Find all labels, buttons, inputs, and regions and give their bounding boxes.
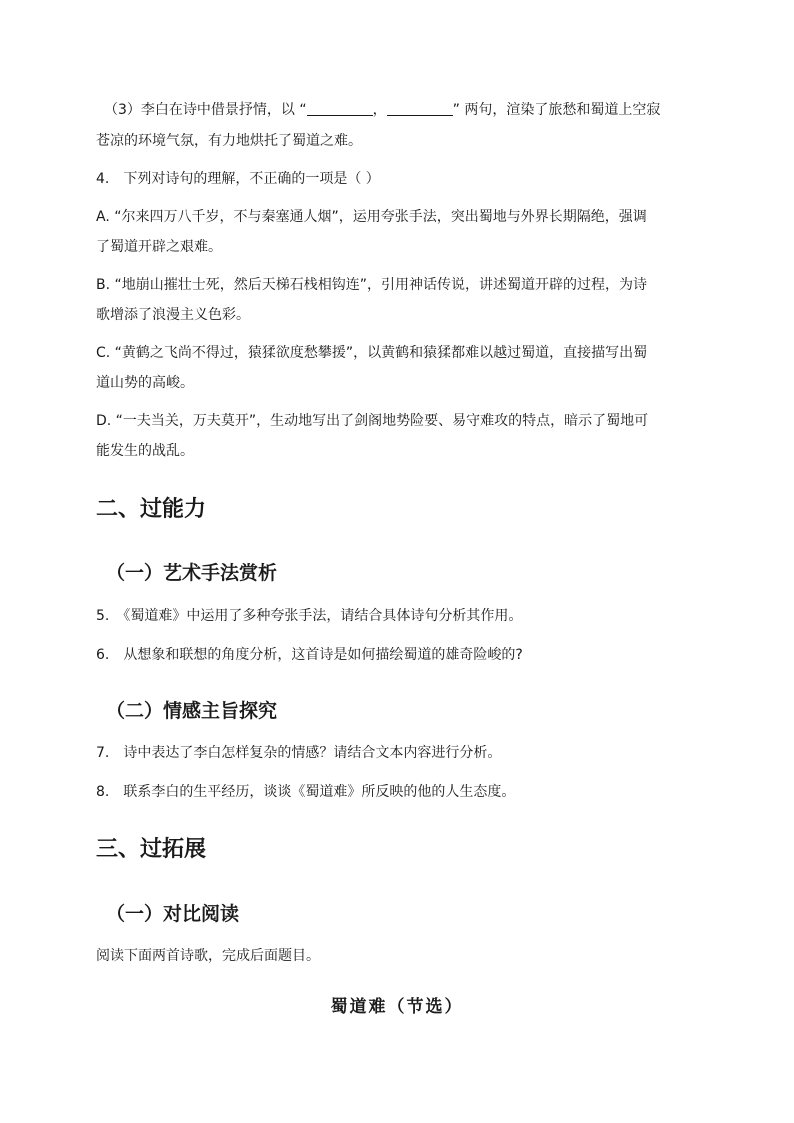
section-3-heading: 三、过拓展: [96, 837, 207, 862]
option-c-line2: 道山势的高峻。: [96, 375, 194, 391]
question-6: 6. 从想象和联想的角度分析，这首诗是如何描绘蜀道的雄奇险峻的?: [96, 647, 523, 663]
option-b-line2: 歌增添了浪漫主义色彩。: [96, 307, 250, 323]
option-a-line2: 了蜀道开辟之艰难。: [96, 239, 222, 255]
option-b-line1: B. “地崩山摧壮士死，然后天梯石栈相钩连”，引用神话传说，讲述蜀道开辟的过程，为诗: [96, 277, 648, 293]
section-2-heading: 二、过能力: [96, 497, 207, 522]
question-8: 8. 联系李白的生平经历，谈谈《蜀道难》所反映的他的人生态度。: [96, 784, 516, 800]
subsection-art-technique: （一）艺术手法赏析: [106, 562, 278, 584]
question-3-line2: 苍凉的环境气氛，有力地烘托了蜀道之难。: [96, 133, 362, 149]
option-c-line1: C. “黄鹤之飞尚不得过，猿猱欲度愁攀援”，以黄鹤和猿猱都难以越过蜀道，直接描写出蜀: [96, 345, 648, 361]
question-4-stem: 4. 下列对诗句的理解，不正确的一项是（ ）: [96, 171, 380, 187]
option-a-line1: A. “尔来四万八千岁，不与秦塞通人烟”，运用夸张手法，突出蜀地与外界长期隔绝，强调: [96, 209, 647, 225]
option-d-line1: D. “一夫当关，万夫莫开”，生动地写出了剑阁地势险要、易守难攻的特点，暗示了蜀地可: [96, 413, 649, 429]
question-7: 7. 诗中表达了李白怎样复杂的情感？请结合文本内容进行分析。: [96, 745, 502, 761]
subsection-comparative-reading: （一）对比阅读: [106, 903, 240, 925]
question-3-line1: （3）李白在诗中借景抒情，以 “ ， ” 两句，渲染了旅愁和蜀道上空寂: [104, 95, 704, 125]
poem-title: 蜀道难（节选）: [330, 997, 464, 1017]
answer-blank-2[interactable]: [387, 99, 453, 116]
option-d-line2: 能发生的战乱。: [96, 443, 194, 459]
reading-instruction: 阅读下面两首诗歌，完成后面题目。: [96, 948, 320, 964]
answer-blank-1[interactable]: [307, 99, 373, 116]
subsection-emotion-theme: （二）情感主旨探究: [106, 700, 278, 722]
question-5: 5. 《蜀道难》中运用了多种夸张手法，请结合具体诗句分析其作用。: [96, 608, 523, 624]
